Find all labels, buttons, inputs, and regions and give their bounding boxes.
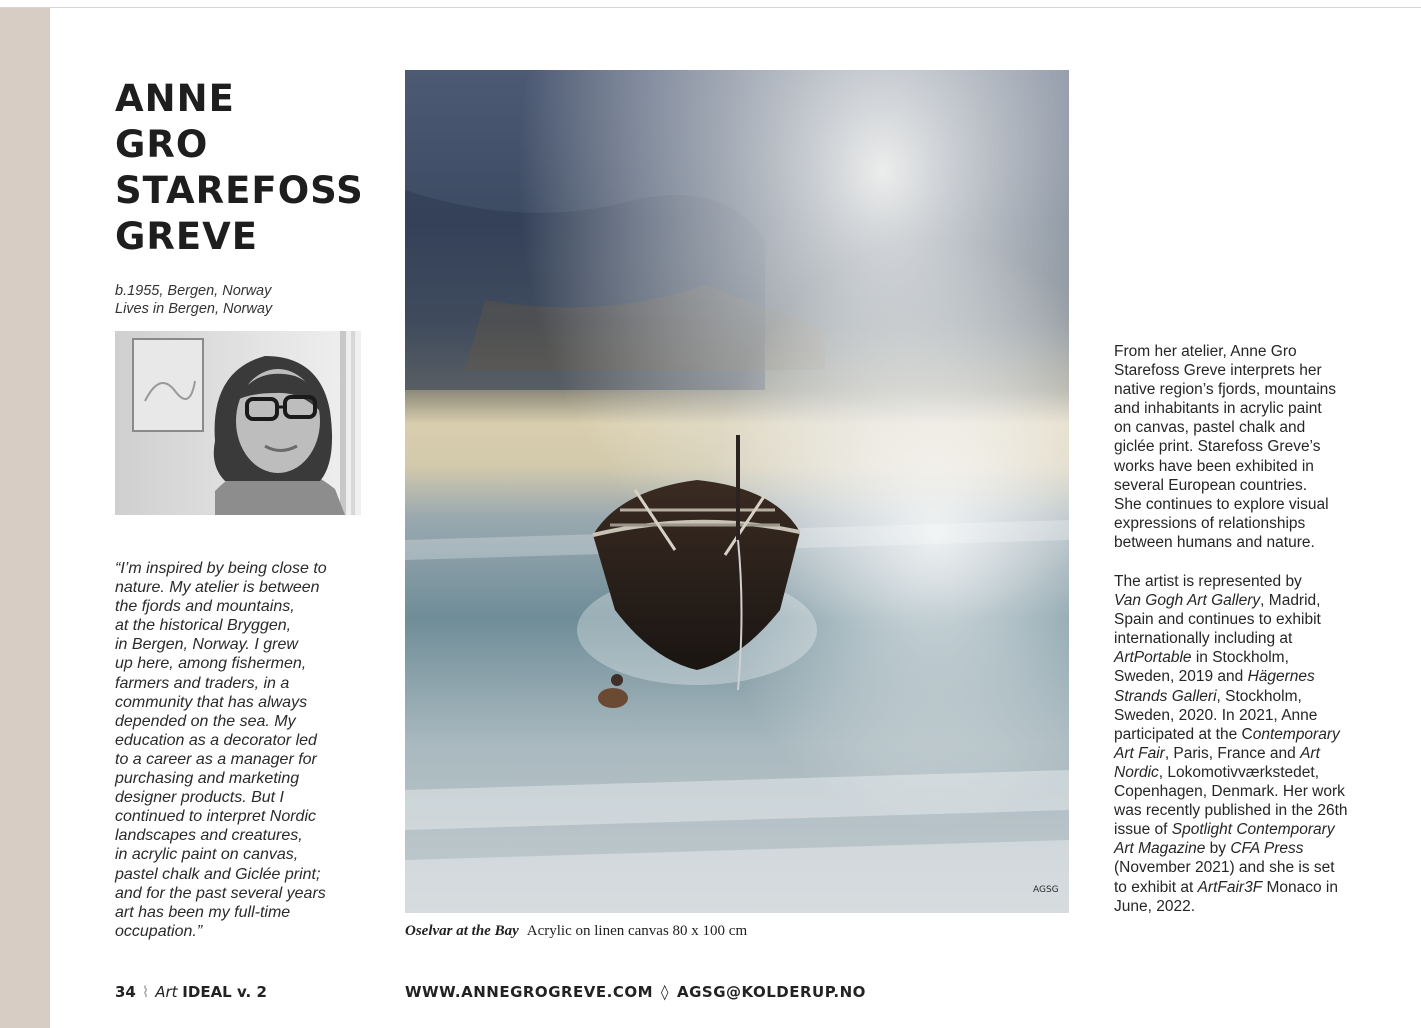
artist-name-line: ANNE <box>115 77 235 120</box>
event-name: ontemporary <box>1252 725 1340 743</box>
text-segment: issue of <box>1114 821 1172 839</box>
paragraph-line <box>1114 839 1404 858</box>
text-segment: Spain and continues to exhibit <box>1114 611 1321 629</box>
quote-line: at the historical Bryggen, <box>115 617 292 635</box>
paragraph-line <box>1114 858 1404 877</box>
quote-line: occupation.” <box>115 922 203 940</box>
text-segment: to exhibit at <box>1114 878 1198 896</box>
paragraph-line <box>1114 648 1404 667</box>
paragraph-line <box>1114 801 1404 820</box>
text-segment: by <box>1205 840 1231 858</box>
quote-line: designer products. But I <box>115 789 284 807</box>
text-segment: , Stockholm, <box>1216 687 1302 705</box>
quote-line: education as a decorator led <box>115 731 317 749</box>
diamond-icon: ◊ <box>661 983 669 1001</box>
caption-title: Oselvar at the Bay <box>405 923 519 939</box>
quote-line: community that has always <box>115 693 308 711</box>
text-segment: Monaco in <box>1262 878 1338 896</box>
page-footer-contact <box>405 983 866 1001</box>
paragraph-line <box>1114 782 1404 801</box>
quote-line: nature. My atelier is between <box>115 579 320 597</box>
portrait-photo <box>115 331 361 515</box>
quote-line: to a career as a manager for <box>115 750 317 768</box>
page-number: 34 <box>115 983 136 1001</box>
artist-name-line: GRO <box>115 123 209 166</box>
painting-caption <box>405 923 747 940</box>
quote-line: continued to interpret Nordic <box>115 808 316 826</box>
artist-quote <box>115 559 365 941</box>
event-name: Art Fair <box>1114 744 1165 762</box>
paragraph-line <box>1114 610 1404 629</box>
caption-details: Acrylic on linen canvas 80 x 100 cm <box>526 923 748 939</box>
text-segment: Sweden, 2019 and <box>1114 668 1248 686</box>
artist-portrait <box>115 331 361 515</box>
artist-name <box>115 76 375 260</box>
paragraph-line <box>1114 897 1404 916</box>
paragraph-line <box>1114 744 1404 763</box>
text-segment: internationally including at <box>1114 630 1293 648</box>
text-segment: Copenhagen, Denmark. Her work <box>1114 783 1345 801</box>
magazine-issue: IDEAL v. 2 <box>182 983 267 1001</box>
page-footer-left <box>115 983 267 1001</box>
quote-line: landscapes and creatures, <box>115 827 303 845</box>
magazine-name-part: Art <box>155 983 178 1001</box>
publication-name: Spotlight Contemporary <box>1171 821 1335 839</box>
quote-line: “I’m inspired by being close to <box>115 560 327 577</box>
quote-line: farmers and traders, in a <box>115 674 290 692</box>
paragraph-line: between humans and nature. <box>1114 533 1315 551</box>
artist-signature: AGSG <box>1033 885 1059 895</box>
artist-name-line: GREVE <box>115 215 259 258</box>
paragraph-line <box>1114 591 1404 610</box>
website-link[interactable]: WWW.ANNEGROGREVE.COM <box>405 983 654 1001</box>
event-name: Nordic <box>1114 763 1159 781</box>
email-link[interactable]: AGSG@KOLDERUP.NO <box>676 983 866 1001</box>
painting-image <box>405 70 1069 913</box>
text-segment: participated at the C <box>1114 725 1253 743</box>
article-paragraph-1 <box>1114 342 1404 552</box>
paragraph-line <box>1114 763 1404 782</box>
gallery-name: Van Gogh Art Gallery <box>1114 592 1261 610</box>
publisher-name: CFA Press <box>1230 840 1304 858</box>
birth-info: b.1955, Bergen, Norway <box>115 283 272 299</box>
paragraph-line <box>1114 706 1404 725</box>
text-segment: , Madrid, <box>1260 592 1321 610</box>
paragraph-line <box>1114 667 1404 686</box>
text-segment: , Lokomotivværkstedet, <box>1158 763 1320 781</box>
quote-line: depended on the sea. My <box>115 712 296 730</box>
paragraph-line: expressions of relationships <box>1114 514 1306 532</box>
paragraph-line <box>1114 572 1404 591</box>
paragraph-line: works have been exhibited in <box>1114 457 1314 475</box>
paragraph-line <box>1114 725 1404 744</box>
artist-bio <box>115 282 375 318</box>
quote-line: and for the past several years <box>115 884 326 902</box>
artist-name-line: STAREFOSS <box>115 169 364 212</box>
paragraph-line <box>1114 820 1404 839</box>
publication-name: Art Magazine <box>1114 840 1206 858</box>
text-segment: June, 2022. <box>1114 897 1196 915</box>
paragraph-line: native region’s fjords, mountains <box>1114 381 1337 399</box>
paragraph-line <box>1114 687 1404 706</box>
venue-name: Strands Galleri <box>1114 687 1217 705</box>
event-name: Art <box>1300 744 1320 762</box>
page-edge-band <box>0 8 50 1028</box>
paragraph-line: on canvas, pastel chalk and <box>1114 419 1306 437</box>
paragraph-line: and inhabitants in acrylic paint <box>1114 400 1322 418</box>
text-segment: The artist is represented by <box>1114 573 1302 590</box>
paragraph-line: She continues to explore visual <box>1114 495 1329 513</box>
text-segment: was recently published in the 26th <box>1114 802 1348 820</box>
venue-name: Hägernes <box>1247 668 1315 686</box>
top-rule <box>0 7 1421 8</box>
quote-line: up here, among fishermen, <box>115 655 307 673</box>
text-segment: (November 2021) and she is set <box>1114 859 1335 877</box>
article-paragraph-2 <box>1114 572 1404 916</box>
paragraph-line: giclée print. Starefoss Greve’s <box>1114 438 1321 456</box>
quote-line: in acrylic paint on canvas, <box>115 846 299 864</box>
text-segment: in Stockholm, <box>1191 649 1289 667</box>
residence-info: Lives in Bergen, Norway <box>115 301 273 317</box>
venue-name: ArtPortable <box>1114 649 1192 667</box>
event-name: ArtFair3F <box>1197 878 1263 896</box>
paragraph-line: several European countries. <box>1114 476 1308 494</box>
painting-canvas <box>405 70 1069 913</box>
text-segment: , Paris, France and <box>1164 744 1301 762</box>
paragraph-line: From her atelier, Anne Gro <box>1114 343 1297 360</box>
paragraph-line <box>1114 629 1404 648</box>
quote-line: purchasing and marketing <box>115 770 300 788</box>
footer-separator: ⌇ <box>141 983 150 1001</box>
quote-line: the fjords and mountains, <box>115 598 295 616</box>
quote-line: in Bergen, Norway. I grew <box>115 636 298 654</box>
paragraph-line: Starefoss Greve interprets her <box>1114 362 1322 380</box>
text-segment: Sweden, 2020. In 2021, Anne <box>1114 706 1318 724</box>
paragraph-line <box>1114 878 1404 897</box>
quote-line: pastel chalk and Giclée print; <box>115 865 321 883</box>
quote-line: art has been my full-time <box>115 903 291 921</box>
